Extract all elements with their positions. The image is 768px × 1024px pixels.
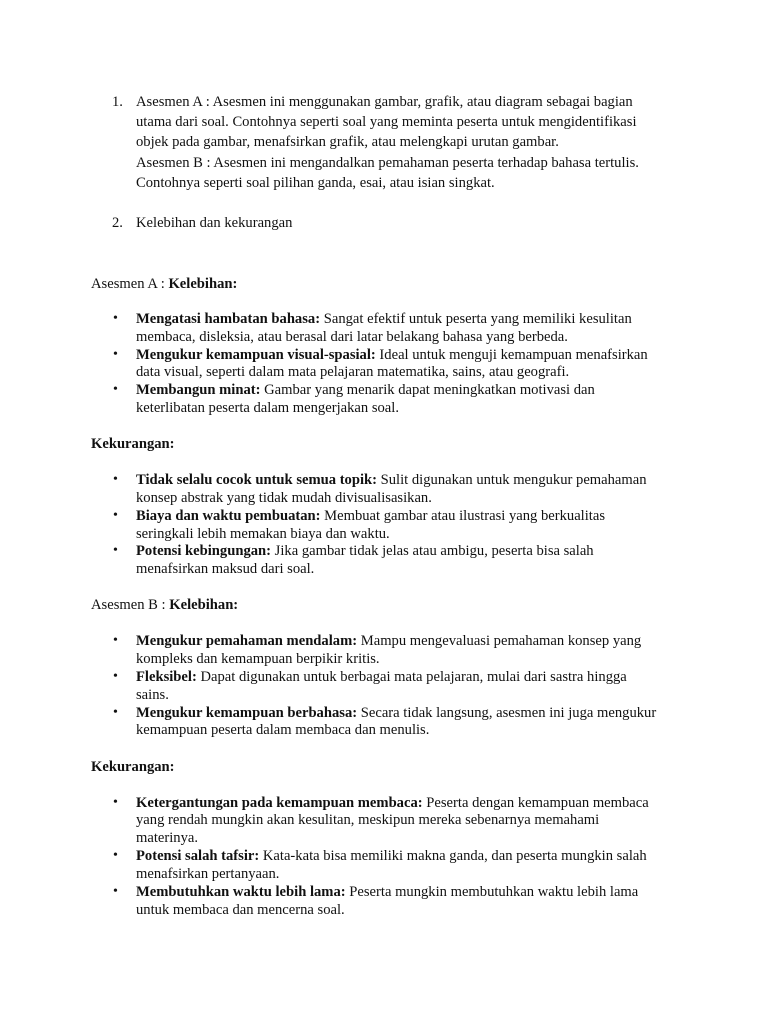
bullet-term: Fleksibel: bbox=[136, 669, 197, 685]
bullet-term: Tidak selalu cocok untuk semua topik: bbox=[136, 472, 377, 488]
bullet-text: Dapat digunakan untuk berbagai mata pelajaran, mulai dari sastra hingga bbox=[196, 669, 627, 685]
text-line: Contohnya seperti soal pilihan ganda, esai, atau isian singkat. bbox=[136, 175, 495, 191]
bullet-text: Gambar yang menarik dapat meningkatkan motivasi dan bbox=[260, 382, 595, 398]
list-marker: 2. bbox=[112, 215, 123, 231]
bullet-text: Ideal untuk menguji kemampuan menafsirkan bbox=[375, 347, 648, 363]
bullet-term: Potensi kebingungan: bbox=[136, 543, 272, 559]
bullet-icon: • bbox=[113, 633, 118, 648]
bullet-term: Potensi salah tafsir: bbox=[136, 848, 260, 864]
heading-bold: Kekurangan: bbox=[91, 759, 175, 775]
bullet-icon: • bbox=[113, 347, 118, 362]
section-heading bbox=[91, 436, 175, 453]
bullet-icon: • bbox=[113, 472, 118, 487]
bullet-text: sains. bbox=[136, 687, 169, 703]
heading-prefix: Asesmen B : bbox=[91, 597, 170, 613]
bullet-text: membaca, disleksia, atau berasal dari latar belakang bahasa yang berbeda. bbox=[136, 329, 568, 345]
bullet-text: materinya. bbox=[136, 830, 198, 846]
section-heading bbox=[91, 276, 237, 293]
bullet-term: Mengukur kemampuan visual-spasial: bbox=[136, 347, 376, 363]
bullet-term: Mengukur kemampuan berbahasa: bbox=[136, 705, 358, 721]
bullet-text: keterlibatan peserta dalam mengerjakan soal. bbox=[136, 400, 399, 416]
bullet-text: Peserta mungkin membutuhkan waktu lebih lama bbox=[345, 884, 639, 900]
heading-prefix: Asesmen A : bbox=[91, 276, 169, 292]
heading-bold: Kelebihan: bbox=[168, 276, 238, 292]
list-marker: 1. bbox=[112, 94, 123, 110]
bullet-text: kompleks dan kemampuan berpikir kritis. bbox=[136, 651, 380, 667]
bullet-text: Secara tidak langsung, asesmen ini juga mengukur bbox=[357, 705, 657, 721]
bullet-text: menafsirkan pertanyaan. bbox=[136, 866, 280, 882]
bullet-text: Sulit digunakan untuk mengukur pemahaman bbox=[377, 472, 647, 488]
bullet-icon: • bbox=[113, 508, 118, 523]
bullet-text: konsep abstrak yang tidak mudah divisualisasikan. bbox=[136, 490, 432, 506]
bullet-text: Mampu mengevaluasi pemahaman konsep yang bbox=[357, 633, 642, 649]
text-line: Asesmen B : Asesmen ini mengandalkan pemahaman peserta terhadap bahasa tertulis. bbox=[136, 155, 639, 171]
text-line: Asesmen A : Asesmen ini menggunakan gambar, grafik, atau diagram sebagai bagian bbox=[136, 94, 633, 110]
bullet-term: Mengatasi hambatan bahasa: bbox=[136, 311, 321, 327]
bullet-text: data visual, seperti dalam mata pelajaran matematika, sains, atau geografi. bbox=[136, 364, 570, 380]
bullet-text: menafsirkan maksud dari soal. bbox=[136, 561, 315, 577]
section-heading bbox=[91, 597, 238, 614]
bullet-text: Peserta dengan kemampuan membaca bbox=[422, 795, 649, 811]
text-line: Kelebihan dan kekurangan bbox=[136, 215, 293, 231]
bullet-text: untuk membaca dan mencerna soal. bbox=[136, 902, 345, 918]
bullet-icon: • bbox=[113, 848, 118, 863]
bullet-term: Membangun minat: bbox=[136, 382, 261, 398]
bullet-text: yang rendah mungkin akan kesulitan, meskipun mereka sebenarnya memahami bbox=[136, 812, 600, 828]
text-line: utama dari soal. Contohnya seperti soal yang meminta peserta untuk mengidentifikasi bbox=[136, 114, 637, 130]
bullet-term: Ketergantungan pada kemampuan membaca: bbox=[136, 795, 423, 811]
text-line: objek pada gambar, menafsirkan grafik, atau melengkapi urutan gambar. bbox=[136, 134, 559, 150]
section-heading bbox=[91, 759, 175, 776]
heading-bold: Kekurangan: bbox=[91, 436, 175, 452]
bullet-icon: • bbox=[113, 543, 118, 558]
bullet-text: Membuat gambar atau ilustrasi yang berkualitas bbox=[320, 508, 605, 524]
bullet-term: Membutuhkan waktu lebih lama: bbox=[136, 884, 346, 900]
bullet-term: Mengukur pemahaman mendalam: bbox=[136, 633, 358, 649]
bullet-text: kemampuan peserta dalam membaca dan menulis. bbox=[136, 722, 430, 738]
bullet-text: Sangat efektif untuk peserta yang memiliki kesulitan bbox=[320, 311, 632, 327]
bullet-text: seringkali lebih memakan biaya dan waktu. bbox=[136, 526, 390, 542]
bullet-icon: • bbox=[113, 311, 118, 326]
bullet-icon: • bbox=[113, 705, 118, 720]
bullet-icon: • bbox=[113, 669, 118, 684]
bullet-icon: • bbox=[113, 884, 118, 899]
bullet-term: Biaya dan waktu pembuatan: bbox=[136, 508, 321, 524]
bullet-icon: • bbox=[113, 795, 118, 810]
bullet-icon: • bbox=[113, 382, 118, 397]
bullet-text: Jika gambar tidak jelas atau ambigu, peserta bisa salah bbox=[271, 543, 594, 559]
bullet-text: Kata-kata bisa memiliki makna ganda, dan peserta mungkin salah bbox=[259, 848, 647, 864]
heading-bold: Kelebihan: bbox=[169, 597, 239, 613]
